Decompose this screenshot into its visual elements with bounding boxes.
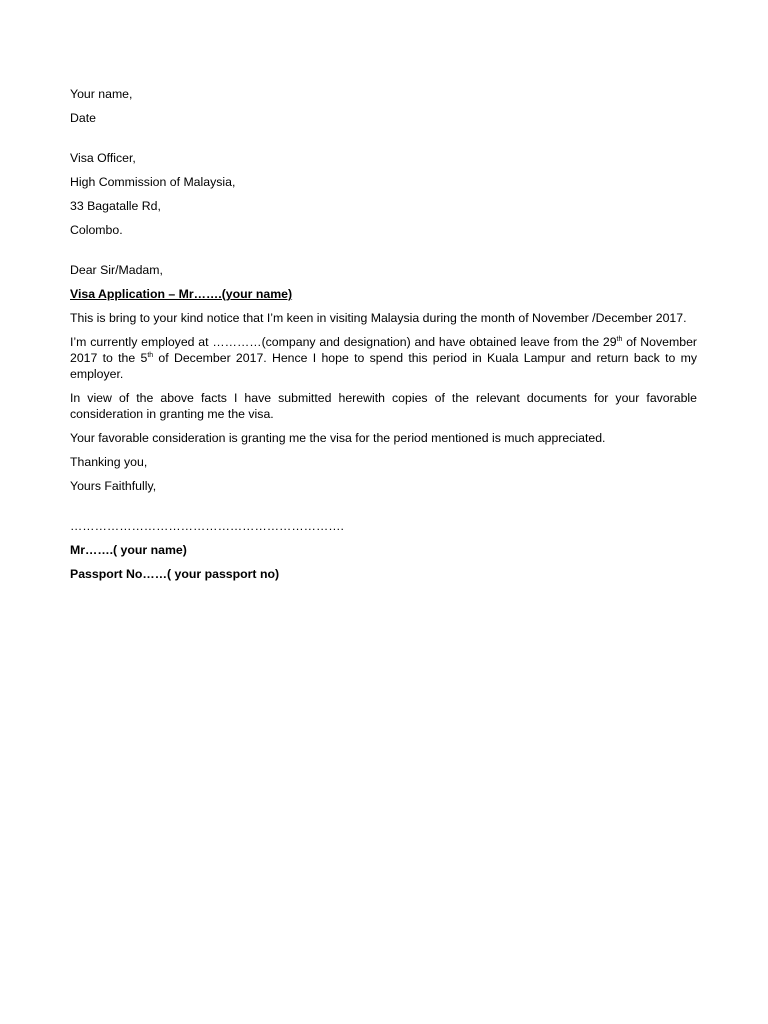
salutation: Dear Sir/Madam, bbox=[70, 263, 163, 277]
recipient-street: 33 Bagatalle Rd, bbox=[70, 199, 161, 213]
sender-name: Your name, bbox=[70, 87, 133, 101]
recipient-organization: High Commission of Malaysia, bbox=[70, 175, 236, 189]
paragraph-2-text-c: of December 2017. Hence I hope to spend this period in Kuala Lampur and return back to my employer. bbox=[70, 351, 697, 381]
paragraph-2-text-a: I’m currently employed at …………(company and designation) and have obtained leave from the 29 bbox=[70, 335, 617, 349]
body-paragraph-4: Your favorable consideration is granting me the visa for the period mentioned is much appreciated. bbox=[70, 431, 606, 445]
recipient-title: Visa Officer, bbox=[70, 151, 136, 165]
recipient-city: Colombo. bbox=[70, 223, 123, 237]
paragraph-2-text-b: of November 2017 to the 5 bbox=[70, 335, 697, 365]
passport-number: Passport No……( your passport no) bbox=[70, 567, 280, 581]
body-paragraph-2 bbox=[70, 334, 697, 382]
closing-sign-off: Yours Faithfully, bbox=[70, 479, 157, 493]
ordinal-suffix: th bbox=[147, 352, 154, 359]
signature-line: …………………………………………………………. bbox=[70, 519, 344, 533]
body-paragraph-1: This is bring to your kind notice that I’m keen in visiting Malaysia during the month of November /December 2017. bbox=[70, 311, 687, 325]
spacer bbox=[70, 502, 697, 518]
letter-page bbox=[70, 86, 697, 590]
ordinal-suffix: th bbox=[616, 336, 623, 343]
signer-name: Mr…….( your name) bbox=[70, 543, 187, 557]
spacer bbox=[70, 134, 697, 150]
closing-thanks: Thanking you, bbox=[70, 455, 148, 469]
letter-date: Date bbox=[70, 111, 96, 125]
body-paragraph-3: In view of the above facts I have submitted herewith copies of the relevant documents for your favorable consideration in granting me the visa. bbox=[70, 391, 697, 421]
spacer bbox=[70, 246, 697, 262]
subject-line: Visa Application – Mr…….(your name) bbox=[70, 287, 293, 301]
